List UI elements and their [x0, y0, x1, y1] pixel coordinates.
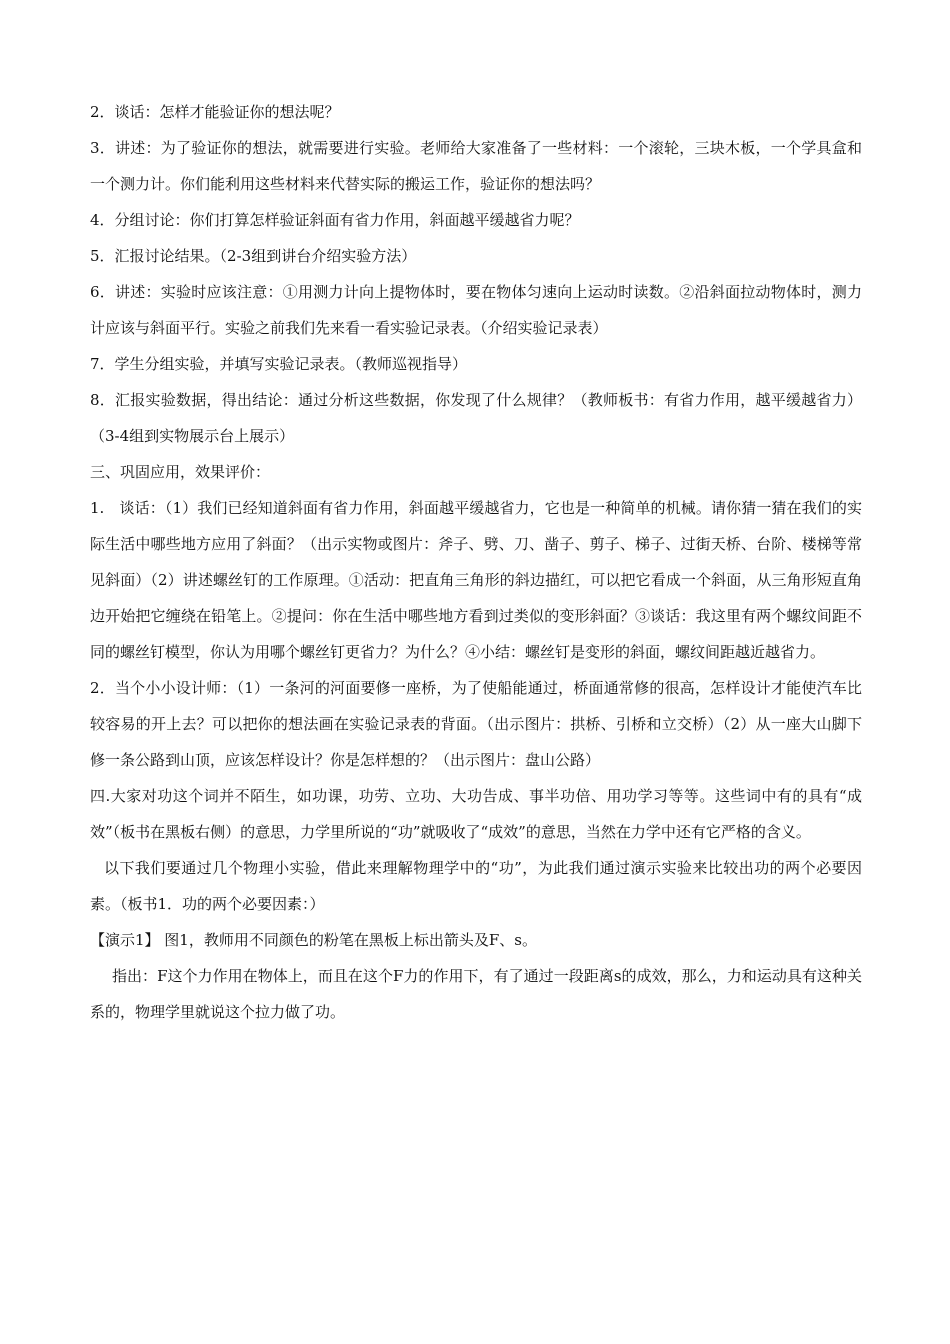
paragraph-report-5: 5．汇报讨论结果。（2-3组到讲台介绍实验方法）: [90, 247, 417, 265]
document-body: [90, 94, 862, 1030]
paragraph-experiments-intro: 以下我们要通过几个物理小实验，借此来理解物理学中的“功”，为此我们通过演示实验来比较出功的两个必要因素。（板书1．功的两个必要因素：）: [90, 859, 862, 913]
section-heading-consolidate: 三、巩固应用，效果评价：: [90, 463, 271, 481]
paragraph-work-intro: 四.大家对功这个词并不陌生，如功课，功劳、立功、大功告成、事半功倍、用功学习等等。这些词中有的具有“成效”（板书在黑板右侧）的意思，力学里所说的“功”就吸收了“成效”的意思，当然在力学中还有它严格的含义。: [90, 787, 862, 841]
paragraph-demo-1: 【演示1】 图1，教师用不同颜色的粉笔在黑板上标出箭头及F、s。: [90, 931, 537, 949]
paragraph-experiment-7: 7．学生分组实验，并填写实验记录表。（教师巡视指导）: [90, 355, 468, 373]
paragraph-point-out: 指出：F这个力作用在物体上，而且在这个F力的作用下，有了通过一段距离s的成效，那么，力和运动具有这种关系的，物理学里就说这个拉力做了功。: [90, 967, 862, 1021]
paragraph-group-discussion-4: 4．分组讨论：你们打算怎样验证斜面有省力作用，斜面越平缓越省力呢？: [90, 211, 580, 229]
paragraph-report-data-8: 8．汇报实验数据，得出结论：通过分析这些数据，你发现了什么规律？（教师板书：有省力作用，越平缓越省力）（3-4组到实物展示台上展示）: [90, 391, 862, 445]
paragraph-designer-2: 2．当个小小设计师：（1）一条河的河面要修一座桥，为了使船能通过，桥面通常修的很高，怎样设计才能使汽车比较容易的开上去？可以把你的想法画在实验记录表的背面。（出示图片：拱桥、引桥和立交桥）（2）从一座大山脚下修一条公路到山顶，应该怎样设计？你是怎样想的？（出示图片：盘山公路）: [90, 679, 862, 769]
paragraph-lecture-6: 6．讲述：实验时应该注意：①用测力计向上提物体时，要在物体匀速向上运动时读数。②沿斜面拉动物体时，测力计应该与斜面平行。实验之前我们先来看一看实验记录表。（介绍实验记录表）: [90, 283, 862, 337]
paragraph-talk-2: 2．谈话：怎样才能验证你的想法呢？: [90, 103, 340, 121]
paragraph-talk-1: 1. 谈话：（1）我们已经知道斜面有省力作用，斜面越平缓越省力，它也是一种简单的机械。请你猜一猜在我们的实际生活中哪些地方应用了斜面？（出示实物或图片：斧子、劈、刀、凿子、剪子、梯子、过街天桥、台阶、楼梯等常见斜面）（2）讲述螺丝钉的工作原理。①活动：把直角三角形的斜边描红，可以把它看成一个斜面，从三角形短直角边开始把它缠绕在铅笔上。②提问：你在生活中哪些地方看到过类似的变形斜面？③谈话：我这里有两个螺纹间距不同的螺丝钉模型，你认为用哪个螺丝钉更省力？为什么？④小结：螺丝钉是变形的斜面，螺纹间距越近越省力。: [90, 499, 862, 661]
paragraph-lecture-3: 3．讲述：为了验证你的想法，就需要进行实验。老师给大家准备了一些材料：一个滚轮，三块木板，一个学具盒和一个测力计。你们能利用这些材料来代替实际的搬运工作，验证你的想法吗？: [90, 139, 862, 193]
